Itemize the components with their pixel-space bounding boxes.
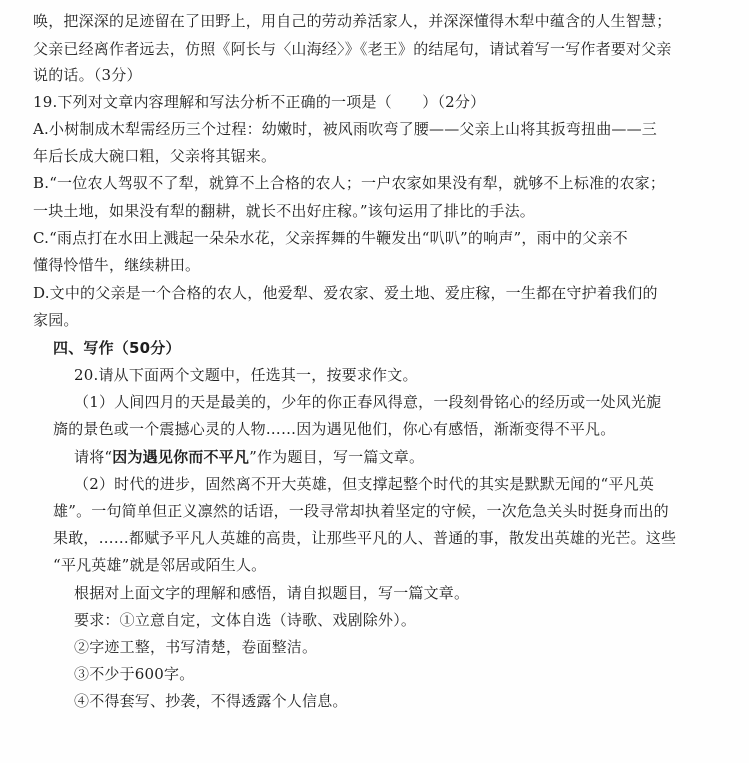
q20-topic2-task: 根据对上面文字的理解和感悟，请自拟题目，写一篇文章。	[74, 584, 470, 602]
q20-topic1-task-prefix: 请将“	[74, 448, 113, 466]
q20-topic1-task	[74, 448, 424, 466]
q20-requirement-1: 要求：①立意自定，文体自选（诗歌、戏剧除外）。	[74, 611, 417, 629]
q20-requirement-4: ④不得套写、抄袭，不得透露个人信息。	[74, 692, 348, 710]
q20-topic2-line-1: （2）时代的进步，固然离不开大英雄，但支撑起整个时代的其实是默默无闻的“平凡英	[74, 475, 655, 493]
q19-option-b-line-2: 一块土地，如果没有犁的翻耕，就长不出好庄稼。”该句运用了排比的手法。	[33, 202, 535, 220]
q20-stem: 20.请从下面两个文题中，任选其一，按要求作文。	[74, 366, 418, 384]
q20-topic1-task-suffix: ”作为题目，写一篇文章。	[249, 448, 425, 466]
q18-text-line-3: 说的话。（3分）	[33, 66, 142, 84]
q19-option-c-line-2: 懂得怜惜牛，继续耕田。	[33, 256, 201, 274]
q19-option-b-line-1: B.“一位农人驾驭不了犁，就算不上合格的农人；一户农家如果没有犁，就够不上标准的农家；	[33, 174, 666, 192]
q20-requirement-3: ③不少于600字。	[74, 665, 195, 683]
q19-option-d-line-1: D.文中的父亲是一个合格的农人，他爱犁、爱农家、爱土地、爱庄稼，一生都在守护着我们的	[33, 284, 658, 302]
q19-option-a-line-2: 年后长成大碗口粗，父亲将其锯来。	[33, 147, 277, 165]
q20-topic2-line-2: 雄”。一句简单但正义凛然的话语，一段寻常却执着坚定的守候，一次危急关头时挺身而出的	[53, 502, 669, 520]
q20-topic1-line-1: （1）人间四月的天是最美的，少年的你正春风得意，一段刻骨铭心的经历或一处风光旎	[74, 393, 662, 411]
q20-topic1-line-2: 旖的景色或一个震撼心灵的人物……因为遇见他们，你心有感悟，渐渐变得不平凡。	[53, 420, 616, 438]
q18-text-line-2: 父亲已经离作者远去，仿照《阿长与〈山海经〉》《老王》的结尾句，请试着写一写作者要对父亲	[33, 40, 672, 58]
q19-option-a-line-1: A.小树制成木犁需经历三个过程：幼嫩时，被风雨吹弯了腰——父亲上山将其扳弯扭曲——三	[33, 120, 658, 138]
section-heading-writing: 四、写作（50分）	[53, 339, 181, 357]
q18-text-line-1: 唤，把深深的足迹留在了田野上，用自己的劳动养活家人，并深深懂得木犁中蕴含的人生智慧；	[33, 12, 672, 30]
q19-stem: 19.下列对文章内容理解和写法分析不正确的一项是（ ）（2分）	[33, 93, 486, 111]
q19-option-d-line-2: 家园。	[33, 311, 79, 329]
q20-requirement-2: ②字迹工整，书写清楚，卷面整洁。	[74, 638, 318, 656]
q20-topic2-line-4: “平凡英雄”就是邻居或陌生人。	[53, 556, 267, 574]
q20-topic1-title: 因为遇见你而不平凡	[112, 448, 250, 466]
q20-topic2-line-3: 果敢，……都赋予平凡人英雄的高贵，让那些平凡的人、普通的事，散发出英雄的光芒。这些	[53, 529, 677, 547]
q19-option-c-line-1: C.“雨点打在水田上溅起一朵朵水花，父亲挥舞的牛鞭发出“叭叭”的响声”，雨中的父亲不	[33, 229, 628, 247]
